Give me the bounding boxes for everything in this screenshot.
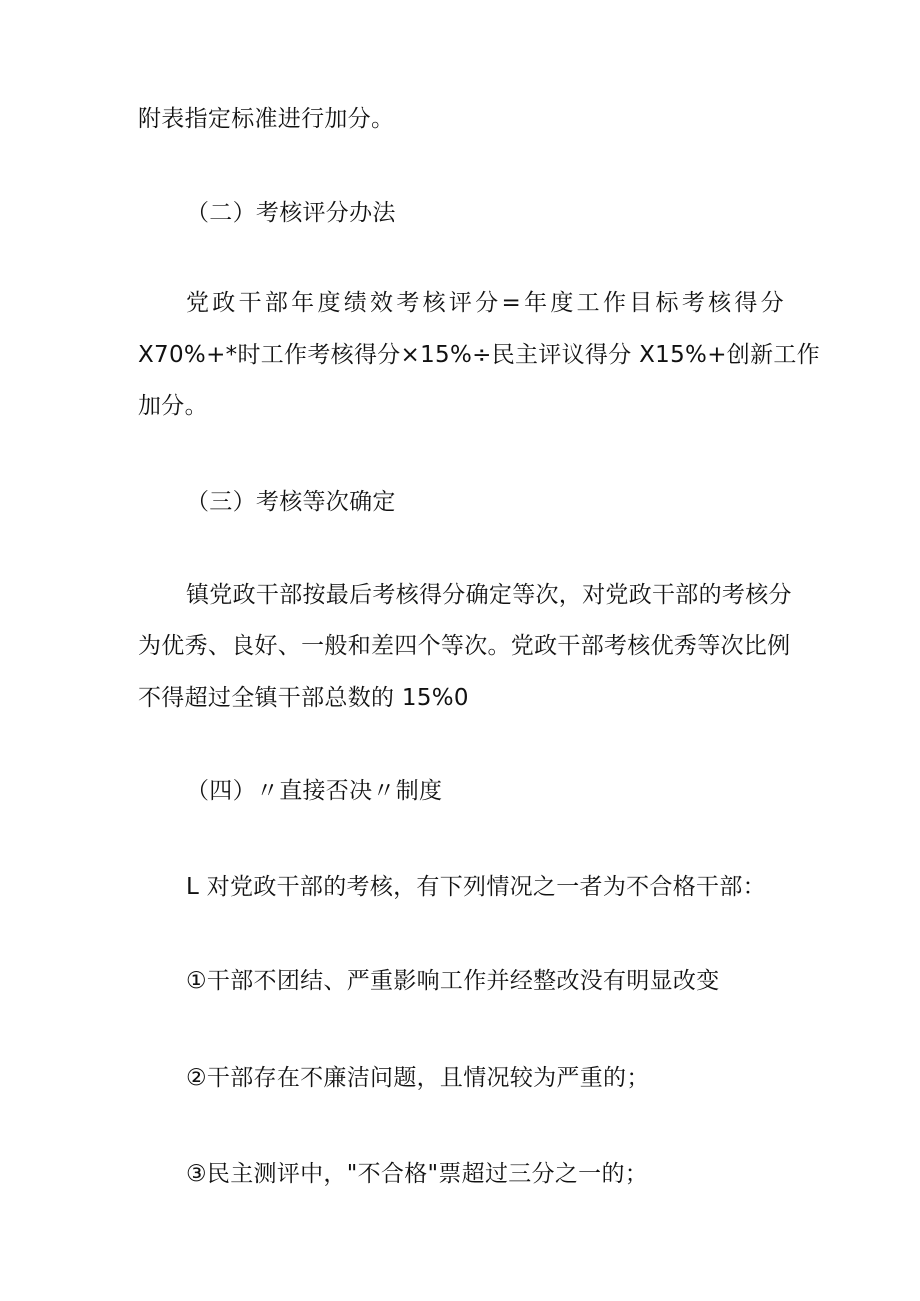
paragraph-line: X70%+*时工作考核得分×15%÷民主评议得分 X15%+创新工作 <box>138 342 820 368</box>
list-item: ①干部不团结、严重影响工作并经整改没有明显改变 <box>186 968 720 994</box>
section-heading: （四）〃直接否决〃制度 <box>186 778 443 804</box>
list-item: ②干部存在不廉洁问题，且情况较为严重的； <box>186 1065 650 1091</box>
list-item: ③民主测评中，"不合格"票超过三分之一的； <box>186 1161 649 1187</box>
paragraph-line: 附表指定标准进行加分。 <box>138 106 395 132</box>
section-heading: （二）考核评分办法 <box>186 200 396 226</box>
list-intro: L 对党政干部的考核，有下列情况之一者为不合格干部： <box>186 874 766 900</box>
paragraph-line: 加分。 <box>138 393 208 419</box>
paragraph-line: 不得超过全镇干部总数的 15%0 <box>138 685 469 711</box>
paragraph-line: 镇党政干部按最后考核得分确定等次，对党政干部的考核分 <box>186 582 792 608</box>
section-heading: （三）考核等次确定 <box>186 489 396 515</box>
paragraph-line: 为优秀、良好、一般和差四个等次。党政干部考核优秀等次比例 <box>138 633 791 659</box>
paragraph-line: 党政干部年度绩效考核评分=年度工作目标考核得分 <box>186 290 784 316</box>
